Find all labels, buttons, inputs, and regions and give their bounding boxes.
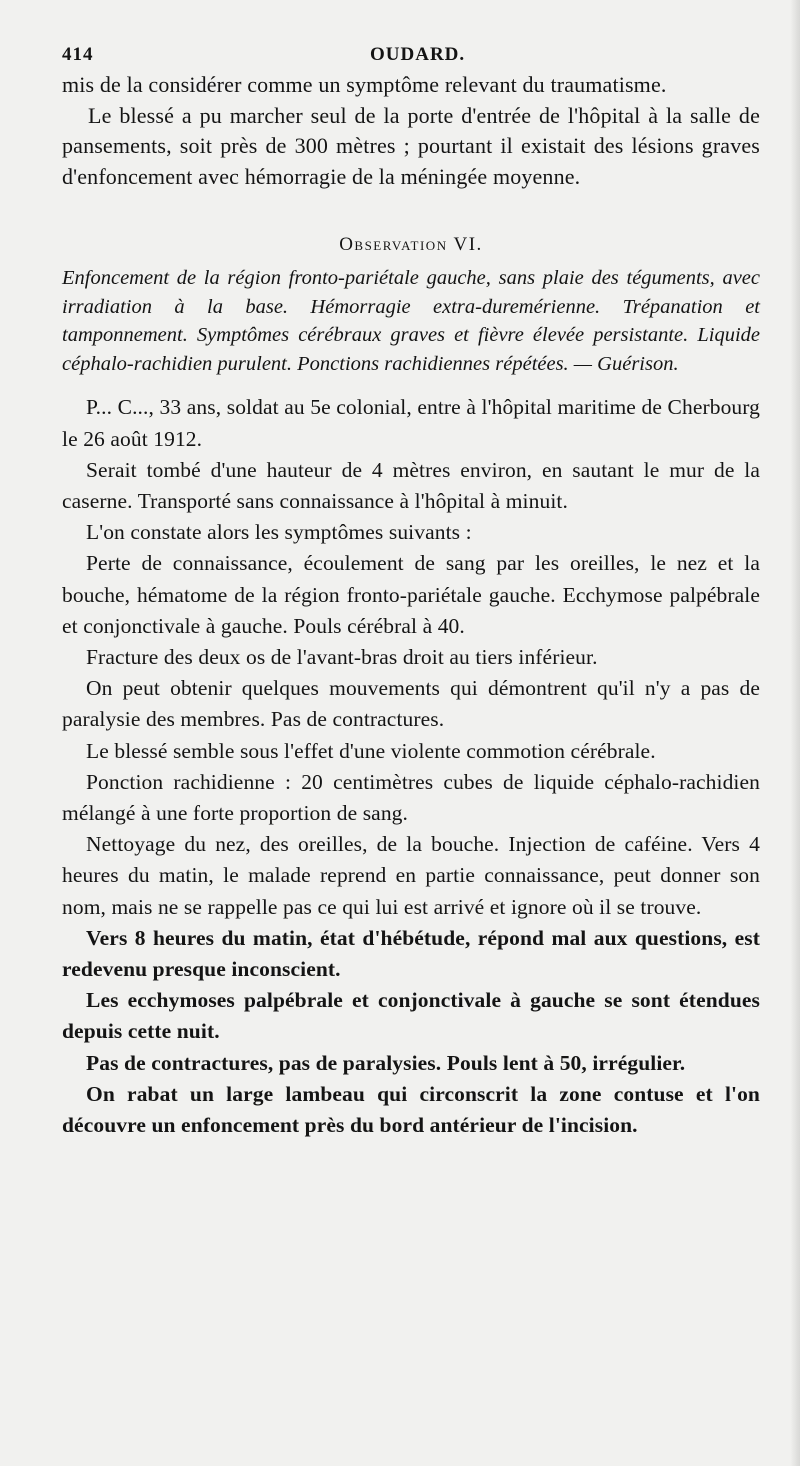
observation-summary: Enfoncement de la région fronto-pariétale gauche, sans plaie des téguments, avec irradiation à la base. Hémorragie extra-duremérienne. Trépanation et tamponnement. Symptômes cérébraux graves et fièvre élevée persistante. Liquide céphalo-rachidien purulent. Ponctions rachidiennes répétées. — Guérison. — [62, 267, 760, 375]
running-title: OUDARD. — [370, 44, 466, 65]
page-header — [62, 36, 760, 70]
paragraph: P... C..., 33 ans, soldat au 5e colonial, entre à l'hôpital maritime de Cherbourg le 26 août 1912. — [62, 395, 760, 451]
paragraph-continuation: mis de la considérer comme un symptôme relevant du traumatisme. — [62, 72, 667, 97]
page-edge-shadow — [790, 0, 800, 1466]
page-number: 414 — [62, 44, 94, 65]
paragraph: Nettoyage du nez, des oreilles, de la bouche. Injection de caféine. Vers 4 heures du matin, le malade reprend en partie connaissance, peut donner son nom, mais ne se rappelle pas ce qui lui est arrivé et ignore où il se trouve. — [62, 832, 760, 919]
paragraph: L'on constate alors les symptômes suivants : — [86, 520, 472, 545]
paragraph: Le blessé semble sous l'effet d'une violente commotion cérébrale. — [86, 738, 656, 763]
observation-heading: Observation VI. — [339, 234, 483, 256]
case-report — [62, 392, 760, 1141]
paragraph: Pas de contractures, pas de paralysies. Pouls lent à 50, irrégulier. — [86, 1050, 686, 1075]
paragraph: Perte de connaissance, écoulement de sang par les oreilles, le nez et la bouche, hématome de la région fronto-pariétale gauche. Ecchymose palpébrale et conjonctivale à gauche. Pouls cérébral à 40. — [62, 551, 760, 638]
paragraph: On rabat un large lambeau qui circonscrit la zone contuse et l'on découvre un enfoncement près du bord antérieur de l'incision. — [62, 1081, 760, 1138]
paragraph: Les ecchymoses palpébrale et conjonctivale à gauche se sont étendues depuis cette nuit. — [62, 988, 760, 1044]
paragraph: On peut obtenir quelques mouvements qui démontrent qu'il n'y a pas de paralysie des membres. Pas de contractures. — [62, 676, 760, 732]
paragraph: Le blessé a pu marcher seul de la porte d'entrée de l'hôpital à la salle de pansements, soit près de 300 mètres ; pourtant il existait des lésions graves d'enfoncement avec hémorragie de la méningée moyenne. — [62, 102, 760, 189]
paragraph: Serait tombé d'une hauteur de 4 mètres environ, en sautant le mur de la caserne. Transporté sans connaissance à l'hôpital à minuit. — [62, 457, 760, 513]
opening-text — [62, 70, 760, 192]
paragraph: Fracture des deux os de l'avant-bras droit au tiers inférieur. — [86, 645, 598, 669]
paragraph: Vers 8 heures du matin, état d'hébétude, répond mal aux questions, est redevenu presque inconscient. — [62, 925, 760, 982]
paragraph: Ponction rachidienne : 20 centimètres cubes de liquide céphalo-rachidien mélangé à une forte proportion de sang. — [62, 769, 760, 826]
